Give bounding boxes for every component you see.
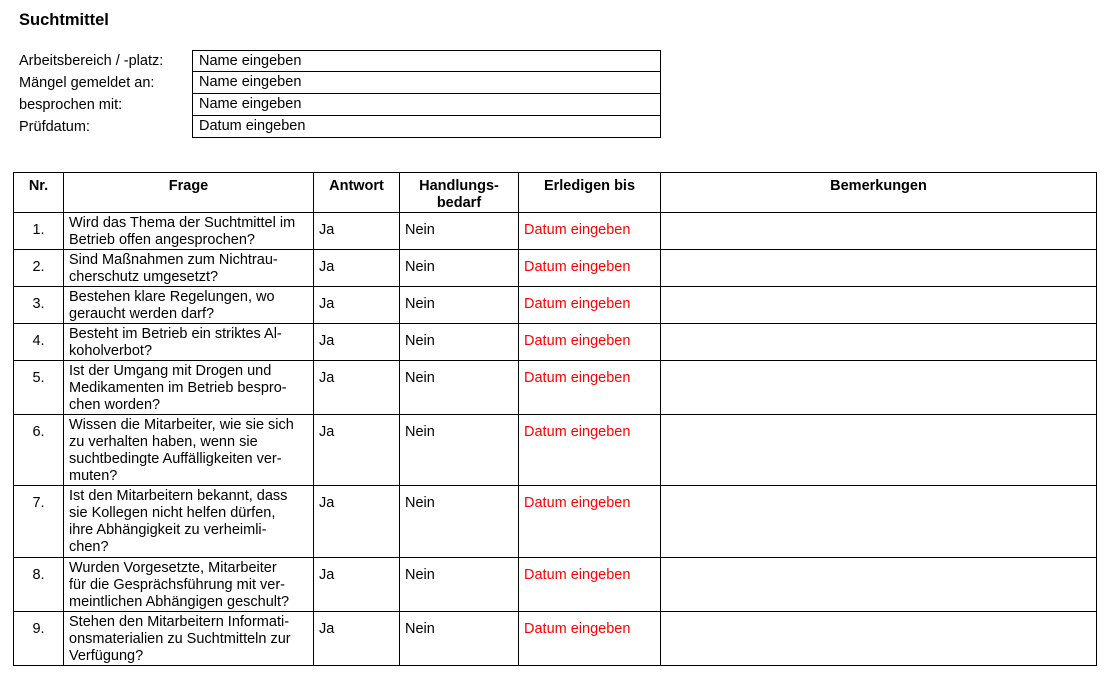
question-line: für die Gesprächsführung mit ver- — [69, 577, 285, 593]
row-number: 8. — [14, 558, 64, 612]
question-cell — [64, 415, 314, 486]
question-line: Bestehen klare Regelungen, wo — [69, 289, 275, 305]
pruefdatum-field[interactable]: Datum eingeben — [192, 116, 661, 138]
meta-row-besprochen — [19, 94, 661, 116]
remarks-cell[interactable] — [661, 250, 1097, 287]
answer-cell[interactable]: Ja — [314, 486, 400, 558]
page-title: Suchtmittel — [19, 11, 109, 29]
due-date-cell[interactable]: Datum eingeben — [519, 558, 661, 612]
remarks-cell[interactable] — [661, 612, 1097, 666]
table-row — [14, 415, 1097, 486]
remarks-cell[interactable] — [661, 486, 1097, 558]
due-date-cell[interactable]: Datum eingeben — [519, 486, 661, 558]
question-line: Ist den Mitarbeitern bekannt, dass — [69, 488, 288, 504]
row-number: 9. — [14, 612, 64, 666]
question-cell — [64, 324, 314, 361]
remarks-cell[interactable] — [661, 213, 1097, 250]
checklist-table — [13, 172, 1097, 666]
row-number: 6. — [14, 415, 64, 486]
question-cell — [64, 486, 314, 558]
meta-row-arbeitsbereich — [19, 50, 661, 72]
table-header-row — [14, 173, 1097, 213]
row-number: 3. — [14, 287, 64, 324]
question-cell — [64, 612, 314, 666]
answer-cell[interactable]: Ja — [314, 415, 400, 486]
question-line: Medikamenten im Betrieb bespro- — [69, 380, 287, 396]
due-date-cell[interactable]: Datum eingeben — [519, 324, 661, 361]
action-needed-cell[interactable]: Nein — [400, 415, 519, 486]
remarks-cell[interactable] — [661, 324, 1097, 361]
answer-cell[interactable]: Ja — [314, 324, 400, 361]
question-line: Betrieb offen angesprochen? — [69, 232, 255, 248]
question-line: Ist der Umgang mit Drogen und — [69, 363, 272, 379]
table-row — [14, 213, 1097, 250]
action-needed-cell[interactable]: Nein — [400, 486, 519, 558]
table-row — [14, 612, 1097, 666]
question-line: geraucht werden darf? — [69, 306, 215, 322]
row-number: 4. — [14, 324, 64, 361]
question-line: Wird das Thema der Suchtmittel im — [69, 215, 296, 231]
table-row — [14, 558, 1097, 612]
question-cell — [64, 558, 314, 612]
meta-label: Prüfdatum: — [19, 119, 90, 135]
header-antwort: Antwort — [314, 173, 400, 213]
table-row — [14, 250, 1097, 287]
answer-cell[interactable]: Ja — [314, 361, 400, 415]
header-frage: Frage — [64, 173, 314, 213]
question-line: ihre Abhängigkeit zu verheimli- — [69, 522, 267, 538]
question-line: chen worden? — [69, 397, 161, 413]
answer-cell[interactable]: Ja — [314, 213, 400, 250]
header-bemerkungen: Bemerkungen — [661, 173, 1097, 213]
remarks-cell[interactable] — [661, 361, 1097, 415]
due-date-cell[interactable]: Datum eingeben — [519, 287, 661, 324]
question-line: muten? — [69, 468, 118, 484]
row-number: 7. — [14, 486, 64, 558]
action-needed-cell[interactable]: Nein — [400, 287, 519, 324]
question-line: meintlichen Abhängigen geschult? — [69, 594, 290, 610]
header-handlungsbedarf-line1: Handlungs- — [419, 178, 499, 194]
meta-block — [19, 50, 661, 138]
question-cell — [64, 250, 314, 287]
question-line: Besteht im Betrieb ein striktes Al- — [69, 326, 282, 342]
question-cell — [64, 361, 314, 415]
question-line: Sind Maßnahmen zum Nichtrau- — [69, 252, 278, 268]
table-row — [14, 486, 1097, 558]
answer-cell[interactable]: Ja — [314, 287, 400, 324]
table-row — [14, 287, 1097, 324]
meta-row-maengel — [19, 72, 661, 94]
question-cell — [64, 287, 314, 324]
question-line: Stehen den Mitarbeitern Informati- — [69, 614, 290, 630]
table-row — [14, 324, 1097, 361]
due-date-cell[interactable]: Datum eingeben — [519, 361, 661, 415]
answer-cell[interactable]: Ja — [314, 250, 400, 287]
remarks-cell[interactable] — [661, 287, 1097, 324]
due-date-cell[interactable]: Datum eingeben — [519, 250, 661, 287]
header-erledigen: Erledigen bis — [519, 173, 661, 213]
due-date-cell[interactable]: Datum eingeben — [519, 213, 661, 250]
question-line: suchtbedingte Auffälligkeiten ver- — [69, 451, 282, 467]
meta-label: Mängel gemeldet an: — [19, 75, 155, 91]
besprochen-mit-field[interactable]: Name eingeben — [192, 94, 661, 116]
due-date-cell[interactable]: Datum eingeben — [519, 415, 661, 486]
question-cell — [64, 213, 314, 250]
action-needed-cell[interactable]: Nein — [400, 558, 519, 612]
question-line: koholverbot? — [69, 343, 153, 359]
row-number: 5. — [14, 361, 64, 415]
row-number: 2. — [14, 250, 64, 287]
meta-label: besprochen mit: — [19, 97, 123, 113]
question-line: onsmaterialien zu Suchtmitteln zur — [69, 631, 291, 647]
action-needed-cell[interactable]: Nein — [400, 324, 519, 361]
maengel-gemeldet-field[interactable]: Name eingeben — [192, 72, 661, 94]
row-number: 1. — [14, 213, 64, 250]
question-line: zu verhalten haben, wenn sie — [69, 434, 258, 450]
question-line: Wissen die Mitarbeiter, wie sie sich — [69, 417, 294, 433]
header-nr: Nr. — [14, 173, 64, 213]
question-line: cherschutz umgesetzt? — [69, 269, 219, 285]
remarks-cell[interactable] — [661, 558, 1097, 612]
question-line: Wurden Vorgesetzte, Mitarbeiter — [69, 560, 277, 576]
action-needed-cell[interactable]: Nein — [400, 361, 519, 415]
due-date-cell[interactable]: Datum eingeben — [519, 612, 661, 666]
answer-cell[interactable]: Ja — [314, 612, 400, 666]
header-handlungsbedarf — [400, 173, 519, 213]
table-row — [14, 361, 1097, 415]
action-needed-cell[interactable]: Nein — [400, 250, 519, 287]
action-needed-cell[interactable]: Nein — [400, 612, 519, 666]
question-line: sie Kollegen nicht helfen dürfen, — [69, 505, 276, 521]
header-handlungsbedarf-line2: bedarf — [436, 195, 482, 211]
action-needed-cell[interactable]: Nein — [400, 213, 519, 250]
meta-label: Arbeitsbereich / -platz: — [19, 53, 164, 69]
question-line: chen? — [69, 539, 109, 555]
question-line: Verfügung? — [69, 648, 144, 664]
arbeitsbereich-field[interactable]: Name eingeben — [192, 50, 661, 72]
meta-row-pruefdatum — [19, 116, 661, 138]
remarks-cell[interactable] — [661, 415, 1097, 486]
answer-cell[interactable]: Ja — [314, 558, 400, 612]
